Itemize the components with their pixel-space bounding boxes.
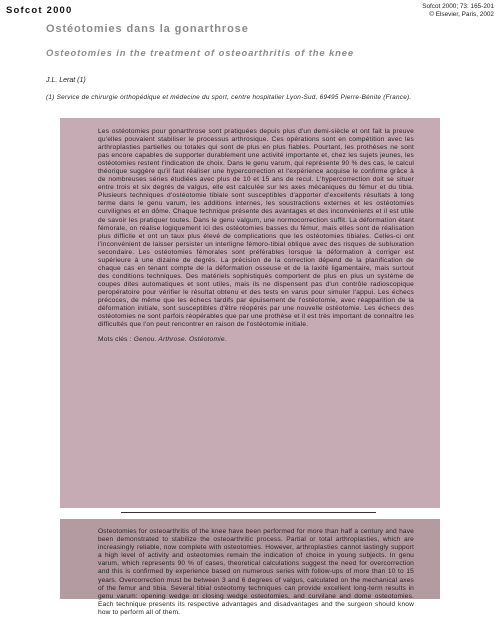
citation: [422, 3, 494, 19]
affiliation: (1) Service de chirurgie orthopédique et médecine du sport, centre hospitalier Lyon-Sud, 69495 Pierre-Bénite (France).: [46, 94, 412, 101]
title-english: Osteotomies in the treatment of osteoarthritis of the knee: [46, 47, 354, 58]
keywords-values: Genou. Arthrose. Ostéotomie.: [133, 336, 227, 344]
abstract-french-text: Les ostéotomies pour gonarthrose sont pratiquées depuis plus d'un demi-siècle et ont fait la preuve qu'elles pouvaient stabiliser le processus arthrosique. Ces opérations sont en compétition avec les arthroplasties partielles ou totales qui sont de plus en plus fiables. Pourtant, les prothèses ne sont pas encore capables de supporter durablement une activité importante et, chez les sujets jeunes, les ostéotomies restent l'indication de choix. Dans le genu varum, qui représente 90 % des cas, le calcul théorique suggère qu'il faut réaliser une hypercorrection et l'expérience acquise le confirme grâce à de nombreuses séries étudiées avec plus de 10 et 15 ans de recul. L'hypercorrection doit se situer entre trois et six degrés de valgus, elle est calculée sur les axes mécaniques du fémur et du tibia. Plusieurs techniques d'ostéotomie tibiale sont susceptibles d'apporter d'excellents résultats à long terme dans le genu varum, les additions internes, les soustractions externes et les ostéotomies curvilignes et en dôme. Chaque technique présente des avantages et des inconvénients et il est utile de savoir les pratiquer toutes. Dans le genu valgum, une normocorrection suffit. La déformation étant fémorale, on réalise logiquement ici des ostéotomies basses du fémur, mais elles sont de réalisation plus difficile et ont un taux plus élevé de complications que les ostéotomies tibiales. Celles-ci ont l'inconvénient de laisser persister un interligne fémoro-tibial oblique avec des risques de subluxation secondaire. Les ostéotomies fémorales sont préférables lorsque la déformation à corriger est supérieure à une dizaine de degrés. La précision de la correction dépend de la planification de chaque cas en tenant compte de la déformation osseuse et de la laxité ligamentaire, mais surtout des conditions techniques. Des matériels sophistiqués comportent de plus en plus un système de coupes dites automatiques et sont utiles, mais ils ne dispensent pas d'un contrôle radioscopique peropératoire pour vérifier le résultat obtenu et des tests en varus pour simuler l'appui. Les échecs précoces, de même que les échecs tardifs par épuisement de l'ostéotomie, avec réapparition de la déformation initiale, sont susceptibles d'être réopérés par une nouvelle ostéotomie. Les échecs des ostéotomies ne sont parfois réopérables que par une prothèse et il est très important de connaître les difficultés que l'on peut rencontrer en raison de l'ostéotomie initiale.: [98, 128, 414, 329]
journal-name: Sofcot 2000: [6, 5, 73, 16]
section-divider: [121, 512, 376, 513]
abstract-english-box: [60, 519, 440, 616]
citation-volume: Sofcot 2000; 73: 165-201: [422, 3, 494, 10]
keywords: [98, 336, 414, 344]
abstract-french-box: [60, 118, 440, 508]
citation-publisher: © Elsevier, Paris, 2002: [429, 11, 494, 18]
title-french: Ostéotomies dans la gonarthrose: [46, 23, 249, 35]
authors: J.L. Lerat (1): [46, 77, 86, 84]
keywords-label: Mots clés :: [98, 336, 132, 344]
abstract-english-text: Osteotomies for osteoarthritis of the knee have been performed for more than half a century and have been demonstrated to stabilize the osteoarthritic process. Partial or total arthroplasties, which are increasingly reliable, now complete with osteotomies. However, arthroplasties cannot lastingly support a high level of activity and osteotomies remain the indication of choice in young subjects. In genu varum, which represents 90 % of cases, theoretical calculations suggest the need for overcorrection and this is confirmed by experience based on numerous series with follow-ups of more than 10 to 15 years. Overcorrection must be between 3 and 6 degrees of valgus, calculated on the mechanical axes of the femur and tibia. Several tibial osteotomy techniques can provide excellent long-term results in genu varum: opening wedge or closing wedge osteotomies, and curvilane and dome osteotomies. Each technique presents its respective advantages and disadvantages and the surgeon should know how to perform all of them.: [98, 528, 414, 616]
